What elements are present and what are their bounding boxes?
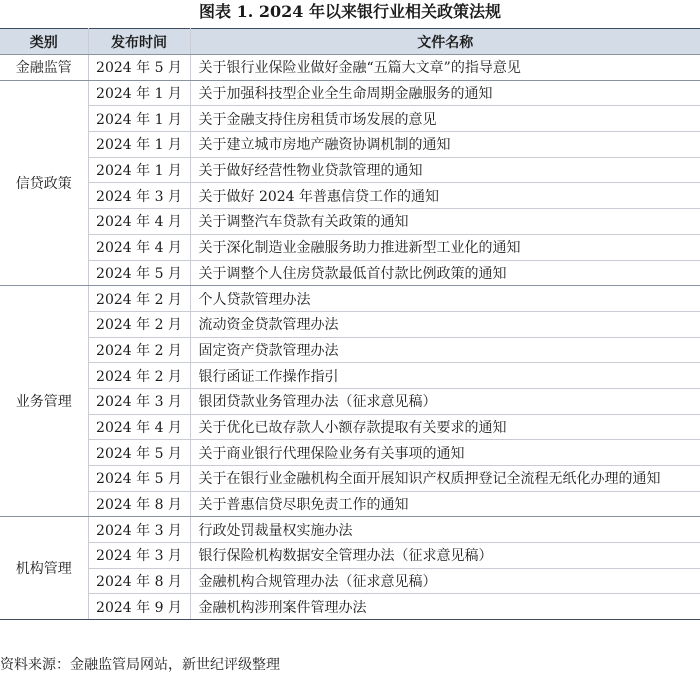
date-cell: 2024 年 3 月 xyxy=(88,388,190,414)
date-cell: 2024 年 5 月 xyxy=(88,55,190,81)
table-row xyxy=(0,440,700,466)
document-name-cell: 银团贷款业务管理办法（征求意见稿） xyxy=(190,388,700,414)
document-name-cell: 金融机构涉刑案件管理办法 xyxy=(190,594,700,620)
document-name-cell: 关于调整个人住房贷款最低首付款比例政策的通知 xyxy=(190,260,700,286)
date-cell: 2024 年 3 月 xyxy=(88,543,190,569)
document-name-cell: 关于调整汽车贷款有关政策的通知 xyxy=(190,209,700,235)
source-note: 资料来源：金融监管局网站，新世纪评级整理 xyxy=(0,657,280,673)
table-row xyxy=(0,363,700,389)
date-cell: 2024 年 2 月 xyxy=(88,311,190,337)
date-cell: 2024 年 9 月 xyxy=(88,594,190,620)
date-cell: 2024 年 4 月 xyxy=(88,414,190,440)
table-row xyxy=(0,234,700,260)
table-row xyxy=(0,311,700,337)
document-name-cell: 关于做好 2024 年普惠信贷工作的通知 xyxy=(190,183,700,209)
date-cell: 2024 年 1 月 xyxy=(88,157,190,183)
date-cell: 2024 年 8 月 xyxy=(88,568,190,594)
document-name-cell: 关于深化制造业金融服务助力推进新型工业化的通知 xyxy=(190,234,700,260)
category-cell: 机构管理 xyxy=(0,517,88,620)
date-cell: 2024 年 4 月 xyxy=(88,209,190,235)
table-row xyxy=(0,491,700,517)
table-row xyxy=(0,388,700,414)
document-name-cell: 关于加强科技型企业全生命周期金融服务的通知 xyxy=(190,80,700,106)
table-row xyxy=(0,157,700,183)
table-row xyxy=(0,106,700,132)
date-cell: 2024 年 3 月 xyxy=(88,183,190,209)
document-name-cell: 固定资产贷款管理办法 xyxy=(190,337,700,363)
category-cell: 业务管理 xyxy=(0,286,88,517)
table-row xyxy=(0,594,700,620)
table-body xyxy=(0,55,700,620)
document-name-cell: 关于优化已故存款人小额存款提取有关要求的通知 xyxy=(190,414,700,440)
date-cell: 2024 年 2 月 xyxy=(88,363,190,389)
document-name-cell: 关于银行业保险业做好金融“五篇大文章”的指导意见 xyxy=(190,55,700,81)
category-cell: 信贷政策 xyxy=(0,80,88,286)
date-cell: 2024 年 5 月 xyxy=(88,440,190,466)
table-row xyxy=(0,55,700,81)
document-name-cell: 关于商业银行代理保险业务有关事项的通知 xyxy=(190,440,700,466)
table-row xyxy=(0,568,700,594)
date-cell: 2024 年 4 月 xyxy=(88,234,190,260)
date-cell: 2024 年 5 月 xyxy=(88,466,190,492)
table-row xyxy=(0,517,700,543)
document-name-cell: 关于普惠信贷尽职免责工作的通知 xyxy=(190,491,700,517)
table-header xyxy=(0,29,700,55)
table-row xyxy=(0,286,700,312)
date-cell: 2024 年 2 月 xyxy=(88,337,190,363)
table-row xyxy=(0,543,700,569)
header-row xyxy=(0,29,700,55)
date-cell: 2024 年 2 月 xyxy=(88,286,190,312)
date-cell: 2024 年 8 月 xyxy=(88,491,190,517)
document-name-cell: 关于在银行业金融机构全面开展知识产权质押登记全流程无纸化办理的通知 xyxy=(190,466,700,492)
document-name-cell: 行政处罚裁量权实施办法 xyxy=(190,517,700,543)
table-row xyxy=(0,260,700,286)
header-document-name: 文件名称 xyxy=(190,29,700,55)
document-name-cell: 银行函证工作操作指引 xyxy=(190,363,700,389)
policy-table xyxy=(0,28,700,620)
table-row xyxy=(0,132,700,158)
table-row xyxy=(0,466,700,492)
table-title: 图表 1. 2024 年以来银行业相关政策法规 xyxy=(199,2,501,21)
document-name-cell: 银行保险机构数据安全管理办法（征求意见稿） xyxy=(190,543,700,569)
date-cell: 2024 年 5 月 xyxy=(88,260,190,286)
document-name-cell: 个人贷款管理办法 xyxy=(190,286,700,312)
header-category: 类别 xyxy=(0,29,88,55)
header-date: 发布时间 xyxy=(88,29,190,55)
category-cell: 金融监管 xyxy=(0,55,88,81)
date-cell: 2024 年 1 月 xyxy=(88,80,190,106)
document-name-cell: 流动资金贷款管理办法 xyxy=(190,311,700,337)
date-cell: 2024 年 3 月 xyxy=(88,517,190,543)
table-row xyxy=(0,209,700,235)
table-row xyxy=(0,183,700,209)
document-name-cell: 关于建立城市房地产融资协调机制的通知 xyxy=(190,132,700,158)
date-cell: 2024 年 1 月 xyxy=(88,106,190,132)
document-name-cell: 关于做好经营性物业贷款管理的通知 xyxy=(190,157,700,183)
table-row xyxy=(0,80,700,106)
document-name-cell: 关于金融支持住房租赁市场发展的意见 xyxy=(190,106,700,132)
date-cell: 2024 年 1 月 xyxy=(88,132,190,158)
table-row xyxy=(0,414,700,440)
document-name-cell: 金融机构合规管理办法（征求意见稿） xyxy=(190,568,700,594)
table-row xyxy=(0,337,700,363)
